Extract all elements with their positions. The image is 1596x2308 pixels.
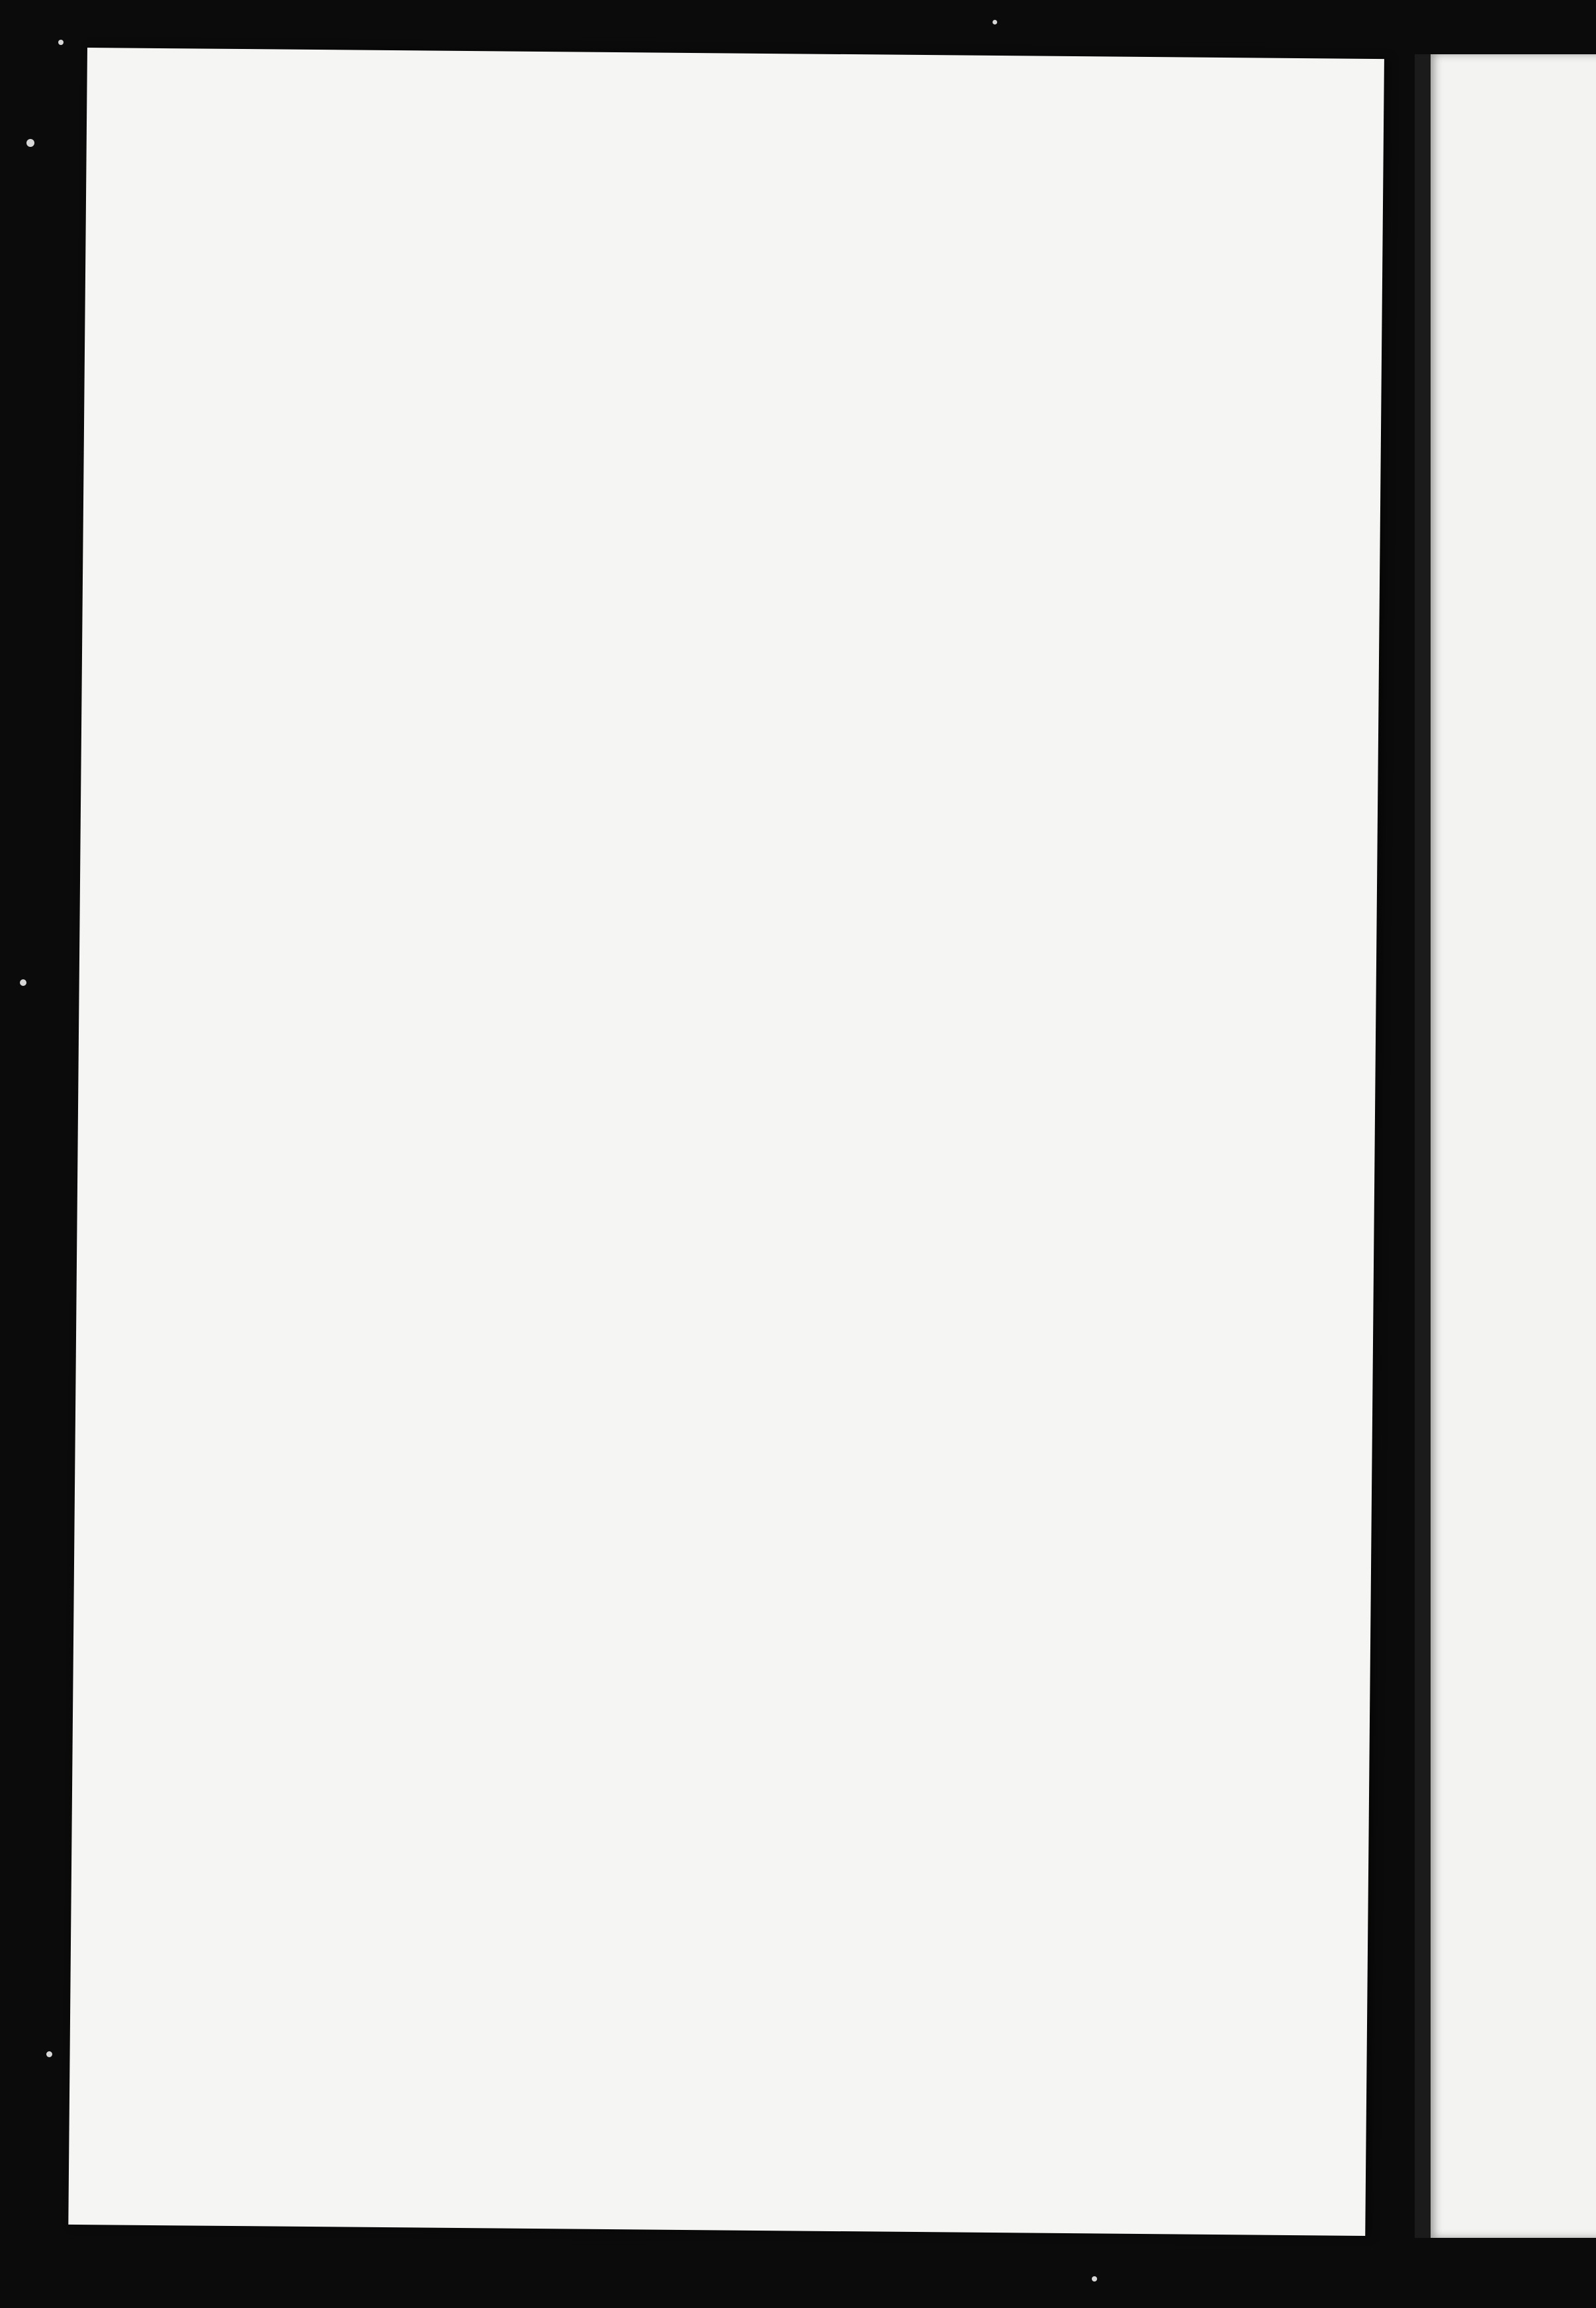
dust-speck [58, 40, 64, 45]
facing-page [1415, 54, 1596, 2238]
dust-speck [993, 20, 997, 24]
page-header [85, 233, 1383, 290]
dust-speck [46, 2051, 52, 2057]
dust-speck [26, 139, 34, 147]
dust-speck [20, 979, 26, 986]
longevity-first-line [310, 378, 1362, 429]
paragraph-longevity [310, 378, 1362, 429]
body-text [310, 304, 1363, 429]
book-page [68, 48, 1384, 2236]
dust-speck [1092, 2276, 1097, 2282]
